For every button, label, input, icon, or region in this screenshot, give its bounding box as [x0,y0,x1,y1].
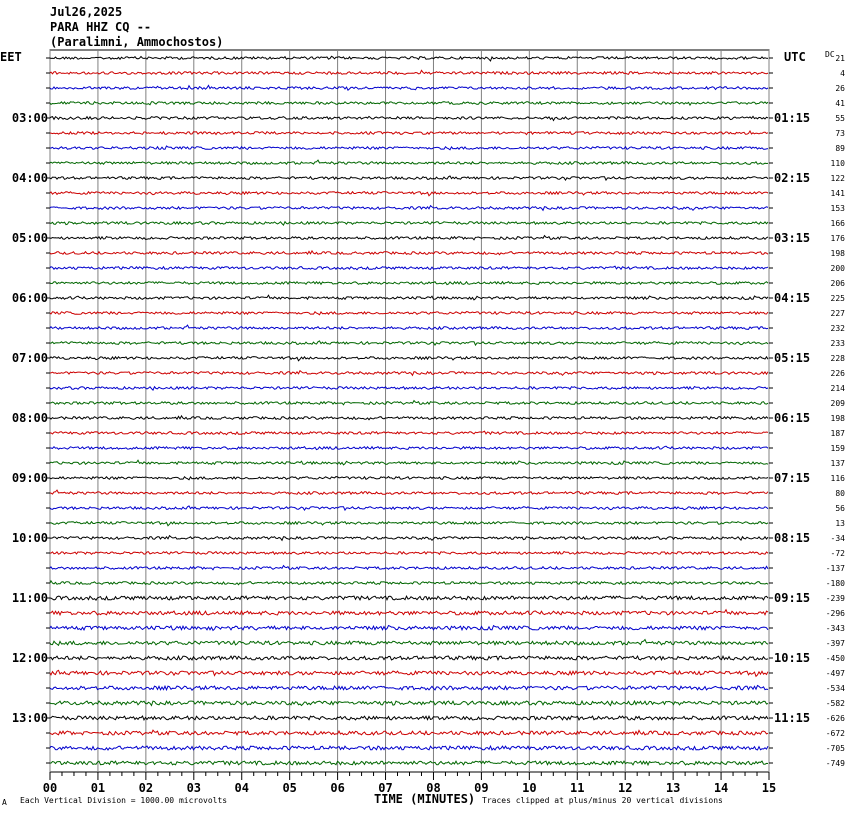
dc-offset-label: -343 [825,624,845,633]
x-tick-label: 13 [665,781,681,795]
trace-line [50,596,768,600]
dc-offset-label: 73 [835,129,845,138]
trace-line [50,266,768,270]
trace-line [50,387,768,391]
left-hour-label: 08:00 [11,411,48,425]
right-hour-label: 01:15 [774,111,811,125]
dc-offset-label: -72 [830,549,845,558]
left-hour-label: 13:00 [11,711,48,725]
trace-line [50,656,768,660]
trace-line [50,506,768,510]
left-hour-label: 04:00 [11,171,48,185]
dc-offset-label: -497 [825,669,845,678]
right-hour-label: 04:15 [774,291,811,305]
trace-line [50,446,768,449]
trace-line [50,460,768,465]
plot-frame [50,50,769,772]
dc-offset-label: 227 [830,309,845,318]
left-hour-label: 12:00 [11,651,48,665]
dc-offset-label: 209 [830,399,845,408]
traces [50,56,768,765]
trace-line [50,670,768,676]
header-date: Jul26,2025 [50,5,123,19]
dc-offset-label: 116 [830,474,845,483]
dc-offset-label: 137 [830,459,845,468]
trace-line [50,640,768,646]
x-tick-label: 02 [138,781,154,795]
dc-offset-label: 233 [830,339,845,348]
dc-offset-label: 153 [830,204,845,213]
dc-offset-label: 55 [835,114,845,123]
x-tick-label: 15 [761,781,777,795]
dc-offset-label: -34 [830,534,845,543]
header-location: (Paralimni, Ammochostos) [50,35,224,49]
trace-line [50,102,768,105]
right-timezone-label: UTC [784,50,806,64]
dc-offset-label: 4 [840,69,845,78]
dc-offset-label: 176 [830,234,845,243]
dc-offset-label: -296 [825,609,845,618]
right-hour-label: 09:15 [774,591,811,605]
dc-offset-label: 41 [835,99,845,108]
dc-offset-label: 225 [830,294,845,303]
scale-note: Each Vertical Division = 1000.00 microvolts [20,796,228,805]
left-hour-label: 05:00 [11,231,48,245]
x-axis-label: TIME (MINUTES) [374,792,476,806]
x-tick-label: 11 [570,781,585,795]
trace-line [50,536,768,541]
trace-line [50,70,768,74]
trace-line [50,325,768,329]
trace-line [50,431,768,435]
trace-line [50,341,768,345]
left-hour-label: 03:00 [11,111,48,125]
trace-line [50,251,768,255]
dc-offset-label: 21 [835,54,845,63]
trace-line [50,761,768,765]
dc-offset-label: 187 [830,429,845,438]
trace-line [50,236,768,240]
left-hour-label: 11:00 [11,591,48,605]
dc-offset-label: 122 [830,174,845,183]
x-tick-label: 14 [713,781,729,795]
trace-line [50,295,768,300]
dc-offset-label: 13 [835,519,845,528]
trace-line [50,131,768,135]
trace-line [50,716,768,720]
x-tick-label: 09 [474,781,489,795]
trace-line [50,416,768,420]
trace-line [50,116,768,120]
dc-offset-label: 26 [835,84,845,93]
right-hour-label: 08:15 [774,531,811,545]
dc-header: DC [825,50,835,59]
dc-offset-label: 89 [835,144,845,153]
x-tick-label: 07 [378,781,393,795]
trace-line [50,686,768,691]
right-hour-label: 10:15 [774,651,811,665]
dc-offset-label: 228 [830,354,845,363]
trace-line [50,522,768,526]
trace-line [50,477,768,480]
left-timezone-label: EET [0,50,22,64]
x-tick-label: 04 [234,781,249,795]
x-tick-label: 01 [90,781,106,795]
trace-line [50,626,768,631]
left-hour-label: 09:00 [11,471,48,485]
x-tick-label: 06 [330,781,345,795]
dc-offset-label: -450 [825,654,845,663]
trace-line [50,701,768,705]
right-hour-label: 05:15 [774,351,811,365]
trace-line [50,222,768,225]
x-tick-label: 08 [426,781,441,795]
dc-offset-label: 110 [830,159,845,168]
dc-offset-label: 200 [830,264,845,273]
trace-line [50,566,768,570]
left-hour-label: 06:00 [11,291,48,305]
right-hour-label: 06:15 [774,411,811,425]
trace-line [50,401,768,405]
trace-line [50,490,768,494]
trace-line [50,192,768,196]
dc-offset-label: 80 [835,489,845,498]
dc-offset-label: -626 [825,714,845,723]
trace-line [50,282,768,285]
dc-offset-label: -534 [825,684,845,693]
right-hour-label: 03:15 [774,231,811,245]
grid-lines [46,50,773,780]
trace-line [50,610,768,615]
trace-line [50,746,768,750]
dc-offset-label: -397 [825,639,845,648]
trace-line [50,730,768,735]
trace-line [50,371,768,376]
axis-labels [12,50,845,795]
dc-offset-label: -705 [825,744,845,753]
x-tick-label: 10 [522,781,537,795]
dc-offset-label: 198 [830,414,845,423]
left-hour-label: 07:00 [11,351,48,365]
dc-offset-label: 141 [830,189,845,198]
dc-offset-label: 159 [830,444,845,453]
trace-line [50,176,768,180]
trace-line [50,312,768,315]
dc-offset-label: -582 [825,699,845,708]
dc-offset-label: 226 [830,369,845,378]
x-tick-label: 05 [282,781,297,795]
trace-line [50,206,768,211]
dc-offset-label: 56 [835,504,845,513]
right-hour-label: 11:15 [774,711,811,725]
trace-line [50,56,768,61]
x-tick-label: 00 [42,781,58,795]
dc-offset-label: 232 [830,324,845,333]
trace-line [50,357,768,361]
x-tick-label: 12 [617,781,633,795]
trace-line [50,552,768,555]
dc-offset-label: -180 [825,579,845,588]
trace-line [50,160,768,164]
dc-offset-label: 206 [830,279,845,288]
dc-offset-label: -239 [825,594,845,603]
trace-line [50,146,768,150]
dc-offset-label: -137 [825,564,845,573]
dc-offset-label: 198 [830,249,845,258]
dc-offset-label: 166 [830,219,845,228]
trace-line [50,85,768,90]
header-station: PARA HHZ CQ -- [50,20,152,34]
dc-offset-label: -749 [825,759,845,768]
x-tick-label: 03 [186,781,202,795]
left-hour-label: 10:00 [11,531,48,545]
corner-mark: A [2,798,7,807]
right-hour-label: 07:15 [774,471,811,485]
dc-offset-label: -672 [825,729,845,738]
dc-offset-label: 214 [830,384,845,393]
trace-line [50,581,768,585]
clip-note: Traces clipped at plus/minus 20 vertical divisions [482,796,723,805]
right-hour-label: 02:15 [774,171,811,185]
